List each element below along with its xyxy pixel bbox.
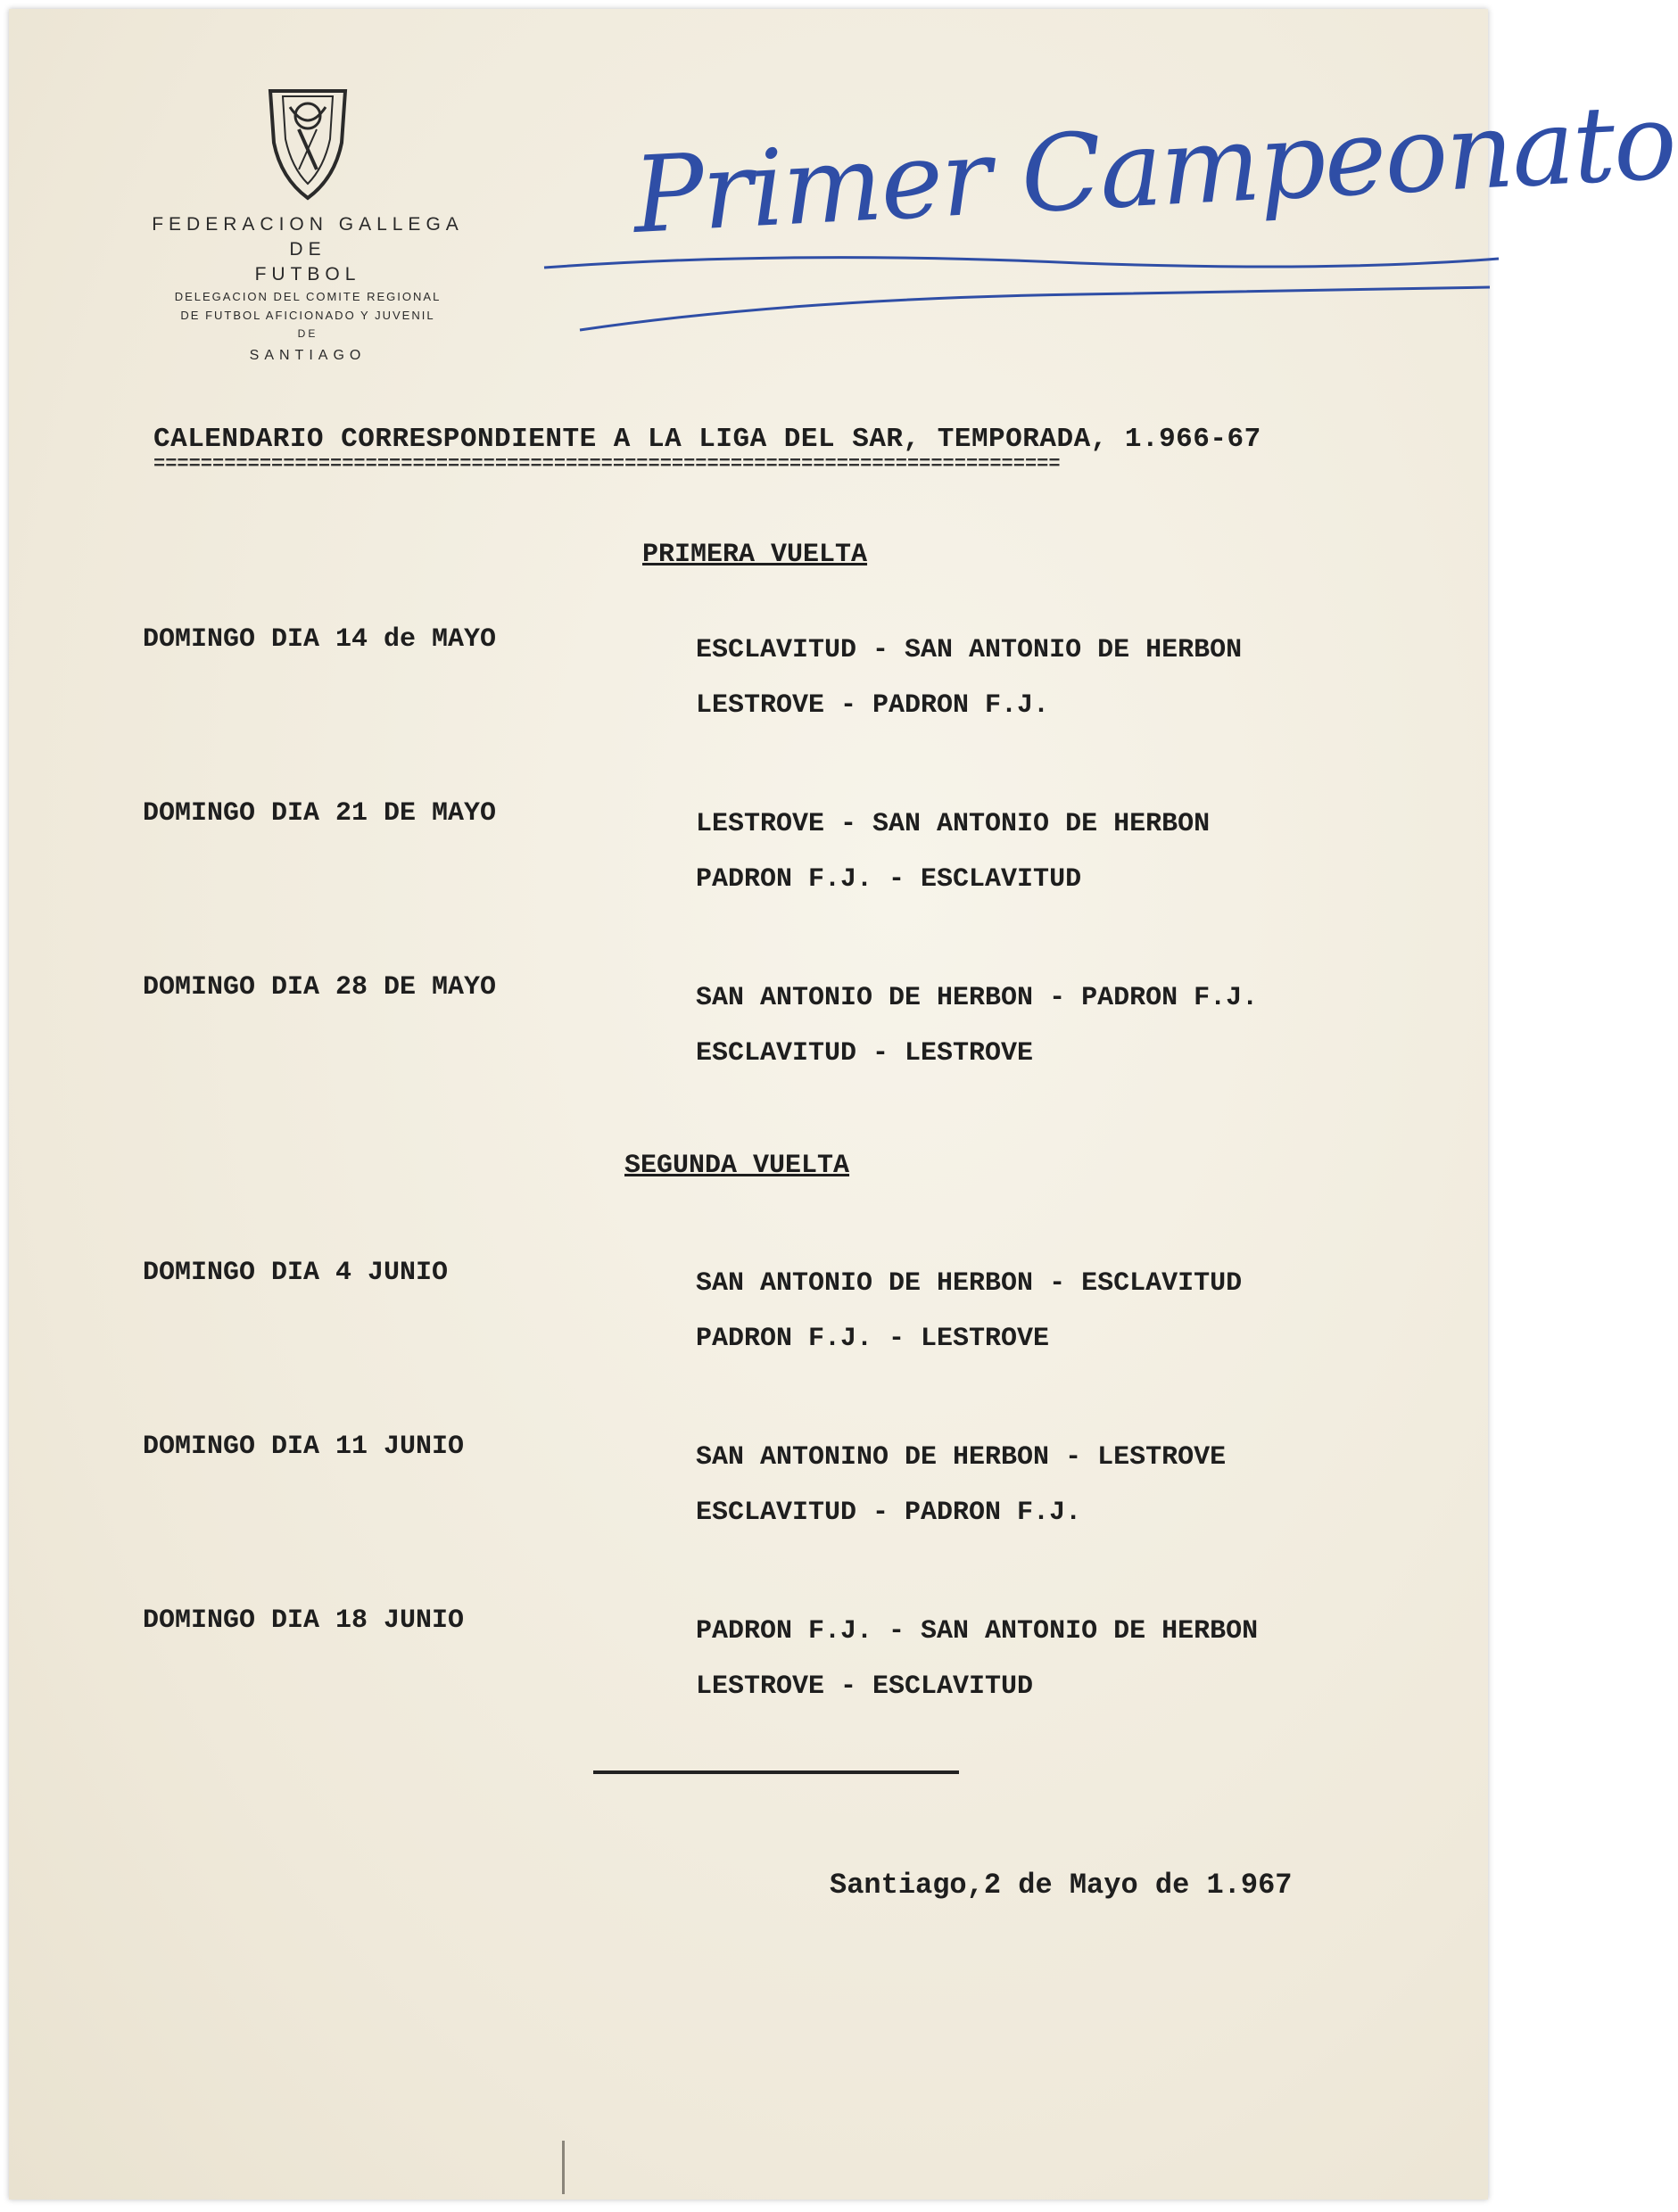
fixture-match: PADRON F.J. - ESCLAVITUD [696, 864, 1082, 895]
letterhead-city: SANTIAGO [249, 348, 367, 363]
fixture-match: LESTROVE - SAN ANTONIO DE HERBON [696, 809, 1211, 839]
handwritten-title: Primer Campeonato [630, 78, 1678, 257]
fixture-match: ESCLAVITUD - SAN ANTONIO DE HERBON [696, 635, 1243, 665]
fixture-match: ESCLAVITUD - PADRON F.J. [696, 1498, 1082, 1528]
segunda-vuelta-heading: SEGUNDA VUELTA [624, 1151, 850, 1181]
fixture-date: DOMINGO DIA 11 JUNIO [143, 1432, 465, 1462]
closing-rule [593, 1770, 959, 1774]
place-and-date: Santiago,2 de Mayo de 1.967 [830, 1869, 1293, 1902]
fixture-match: PADRON F.J. - SAN ANTONIO DE HERBON [696, 1616, 1259, 1647]
title-double-rule: ============================================================================= [153, 453, 1061, 475]
fixture-match: ESCLAVITUD - LESTROVE [696, 1038, 1034, 1069]
fixture-match: SAN ANTONIO DE HERBON - PADRON F.J. [696, 983, 1259, 1013]
fixture-date: DOMINGO DIA 28 DE MAYO [143, 972, 497, 1003]
letterhead-aficionado: DE FUTBOL AFICIONADO Y JUVENIL [180, 309, 435, 322]
document-page [9, 9, 1678, 2200]
letterhead-futbol: FUTBOL [254, 264, 361, 285]
letterhead [107, 80, 508, 369]
document-title: CALENDARIO CORRESPONDIENTE A LA LIGA DEL SAR, TEMPORADA, 1.966-67 [153, 424, 1261, 455]
fixture-date: DOMINGO DIA 21 DE MAYO [143, 798, 497, 829]
fixture-date: DOMINGO DIA 18 JUNIO [143, 1605, 465, 1636]
fixture-match: PADRON F.J. - LESTROVE [696, 1324, 1050, 1354]
primera-vuelta-heading: PRIMERA VUELTA [642, 540, 868, 570]
letterhead-de-small: DE [297, 327, 318, 340]
federation-crest-icon [263, 80, 352, 205]
fixture-match: LESTROVE - ESCLAVITUD [696, 1671, 1034, 1702]
fixture-match: SAN ANTONIO DE HERBON - ESCLAVITUD [696, 1268, 1243, 1299]
letterhead-de: DE [289, 239, 327, 260]
paper-mark [562, 2141, 565, 2194]
letterhead-federation: FEDERACION GALLEGA [152, 214, 464, 235]
handwritten-annotation [526, 78, 1678, 366]
fixture-match: LESTROVE - PADRON F.J. [696, 690, 1050, 721]
letterhead-delegacion: DELEGACION DEL COMITE REGIONAL [174, 290, 442, 303]
fixture-date: DOMINGO DIA 4 JUNIO [143, 1258, 449, 1288]
fixture-date: DOMINGO DIA 14 de MAYO [143, 624, 497, 655]
fixture-match: SAN ANTONINO DE HERBON - LESTROVE [696, 1442, 1227, 1473]
